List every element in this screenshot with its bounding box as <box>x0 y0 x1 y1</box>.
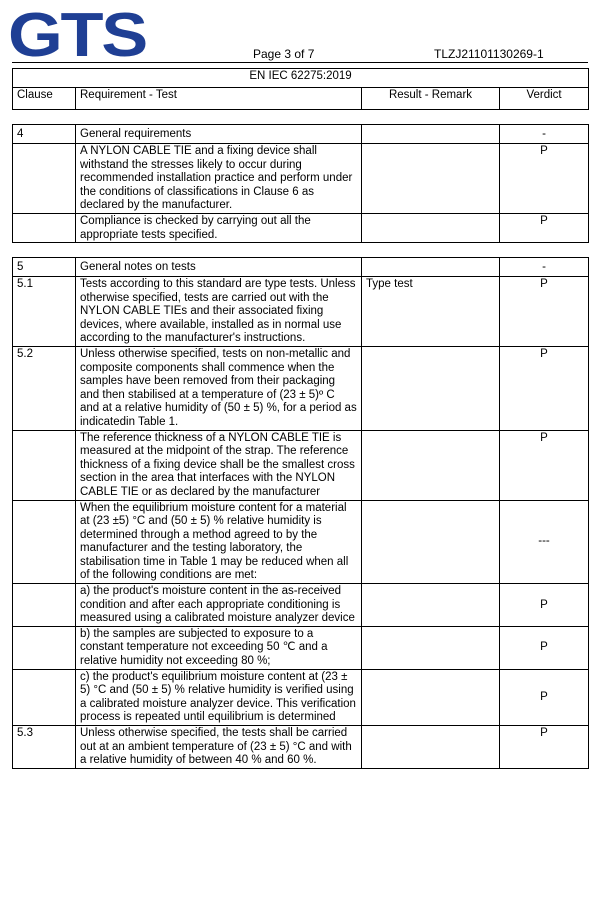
page-number: Page 3 of 7 <box>253 47 315 61</box>
clause-cell <box>13 430 76 500</box>
table-row <box>13 277 589 347</box>
clause-cell: 5 <box>13 258 76 277</box>
clause-cell: 4 <box>13 125 76 144</box>
result-cell <box>362 500 500 584</box>
clause-cell <box>13 213 76 242</box>
clause-cell <box>13 500 76 584</box>
page-header <box>0 0 600 66</box>
verdict-cell: P <box>500 430 589 500</box>
verdict-cell: P <box>500 144 589 214</box>
table-row <box>13 500 589 584</box>
report-number: TLZJ21101130269-1 <box>434 47 544 61</box>
verdict-cell: P <box>500 346 589 430</box>
result-cell <box>362 258 500 277</box>
clause-cell <box>13 584 76 627</box>
result-cell: Type test <box>362 277 500 347</box>
verdict-cell: P <box>500 626 589 669</box>
result-cell <box>362 584 500 627</box>
table-row <box>13 669 589 725</box>
section-5-table <box>12 257 589 769</box>
result-cell <box>362 430 500 500</box>
column-clause: Clause <box>13 88 76 110</box>
requirement-cell: Tests according to this standard are type tests. Unless otherwise specified, tests are carried out with the NYLON CABLE TIEs and their associated fixing devices, where available, installed as in normal use according to the manufacturer's instructions. <box>76 277 362 347</box>
column-requirement: Requirement - Test <box>76 88 362 110</box>
section-title: General notes on tests <box>76 258 362 277</box>
section-4-table <box>12 124 589 243</box>
result-cell <box>362 346 500 430</box>
result-cell <box>362 213 500 242</box>
table-row <box>13 213 589 242</box>
clause-cell: 5.3 <box>13 726 76 769</box>
gts-logo <box>8 6 148 62</box>
result-cell <box>362 669 500 725</box>
requirement-cell: A NYLON CABLE TIE and a fixing device shall withstand the stresses likely to occur during recommended installation practice and perform under the conditions of classifications in Clause 6 as declared by the manufacturer. <box>76 144 362 214</box>
clause-cell <box>13 144 76 214</box>
table-row <box>13 726 589 769</box>
requirement-cell: Unless otherwise specified, the tests shall be carried out at an ambient temperature of (23 ± 5) °C and with a relative humidity of between 40 % and 60 %. <box>76 726 362 769</box>
verdict-cell: P <box>500 277 589 347</box>
verdict-cell: --- <box>500 500 589 584</box>
verdict-cell: P <box>500 213 589 242</box>
clause-cell: 5.1 <box>13 277 76 347</box>
requirement-cell: When the equilibrium moisture content for a material at (23 ±5) °C and (50 ± 5) % relative humidity is determined through a method agreed to by the manufacturer and the testing laboratory, the stabilisation time in Table 1 may be reduced when all of the following conditions are met: <box>76 500 362 584</box>
clause-cell <box>13 669 76 725</box>
verdict-cell: - <box>500 258 589 277</box>
column-header-row <box>13 88 589 110</box>
verdict-cell: - <box>500 125 589 144</box>
table-row <box>13 144 589 214</box>
column-result: Result - Remark <box>362 88 500 110</box>
standard-title: EN IEC 62275:2019 <box>13 69 589 88</box>
requirement-cell: The reference thickness of a NYLON CABLE TIE is measured at the midpoint of the strap. The reference thickness of a fixing device shall be the smallest cross section in the area that interfaces with the NYLON CABLE TIE or as declared by the manufacturer <box>76 430 362 500</box>
header-divider <box>12 62 588 63</box>
verdict-cell: P <box>500 726 589 769</box>
section-title-row <box>13 125 589 144</box>
result-cell <box>362 144 500 214</box>
table-row <box>13 346 589 430</box>
column-header-table <box>12 68 589 110</box>
clause-cell <box>13 626 76 669</box>
clause-cell: 5.2 <box>13 346 76 430</box>
result-cell <box>362 125 500 144</box>
verdict-cell: P <box>500 584 589 627</box>
requirement-cell: a) the product's moisture content in the as-received condition and after each appropriate conditioning is measured using a calibrated moisture analyzer device <box>76 584 362 627</box>
requirement-cell: b) the samples are subjected to exposure to a constant temperature not exceeding 50 ℃ and a relative humidity not exceeding 80 %; <box>76 626 362 669</box>
table-row <box>13 430 589 500</box>
section-title: General requirements <box>76 125 362 144</box>
table-row <box>13 626 589 669</box>
requirement-cell: c) the product's equilibrium moisture content at (23 ± 5) °C and (50 ± 5) % relative humidity is verified using a calibrated moisture analyzer device. This verification process is repeated until equilibrium is determined <box>76 669 362 725</box>
section-title-row <box>13 258 589 277</box>
svg-text:GTS: GTS <box>8 6 146 62</box>
requirement-cell: Compliance is checked by carrying out all the appropriate tests specified. <box>76 213 362 242</box>
standard-row <box>13 69 589 88</box>
requirement-cell: Unless otherwise specified, tests on non-metallic and composite components shall commence when the samples have been removed from their packaging and then stabilised at a temperature of (23 ± 5)º C and at a relative humidity of (50 ± 5) %, for a period as indicatedin Table 1. <box>76 346 362 430</box>
verdict-cell: P <box>500 669 589 725</box>
column-verdict: Verdict <box>500 88 589 110</box>
result-cell <box>362 726 500 769</box>
result-cell <box>362 626 500 669</box>
table-row <box>13 584 589 627</box>
